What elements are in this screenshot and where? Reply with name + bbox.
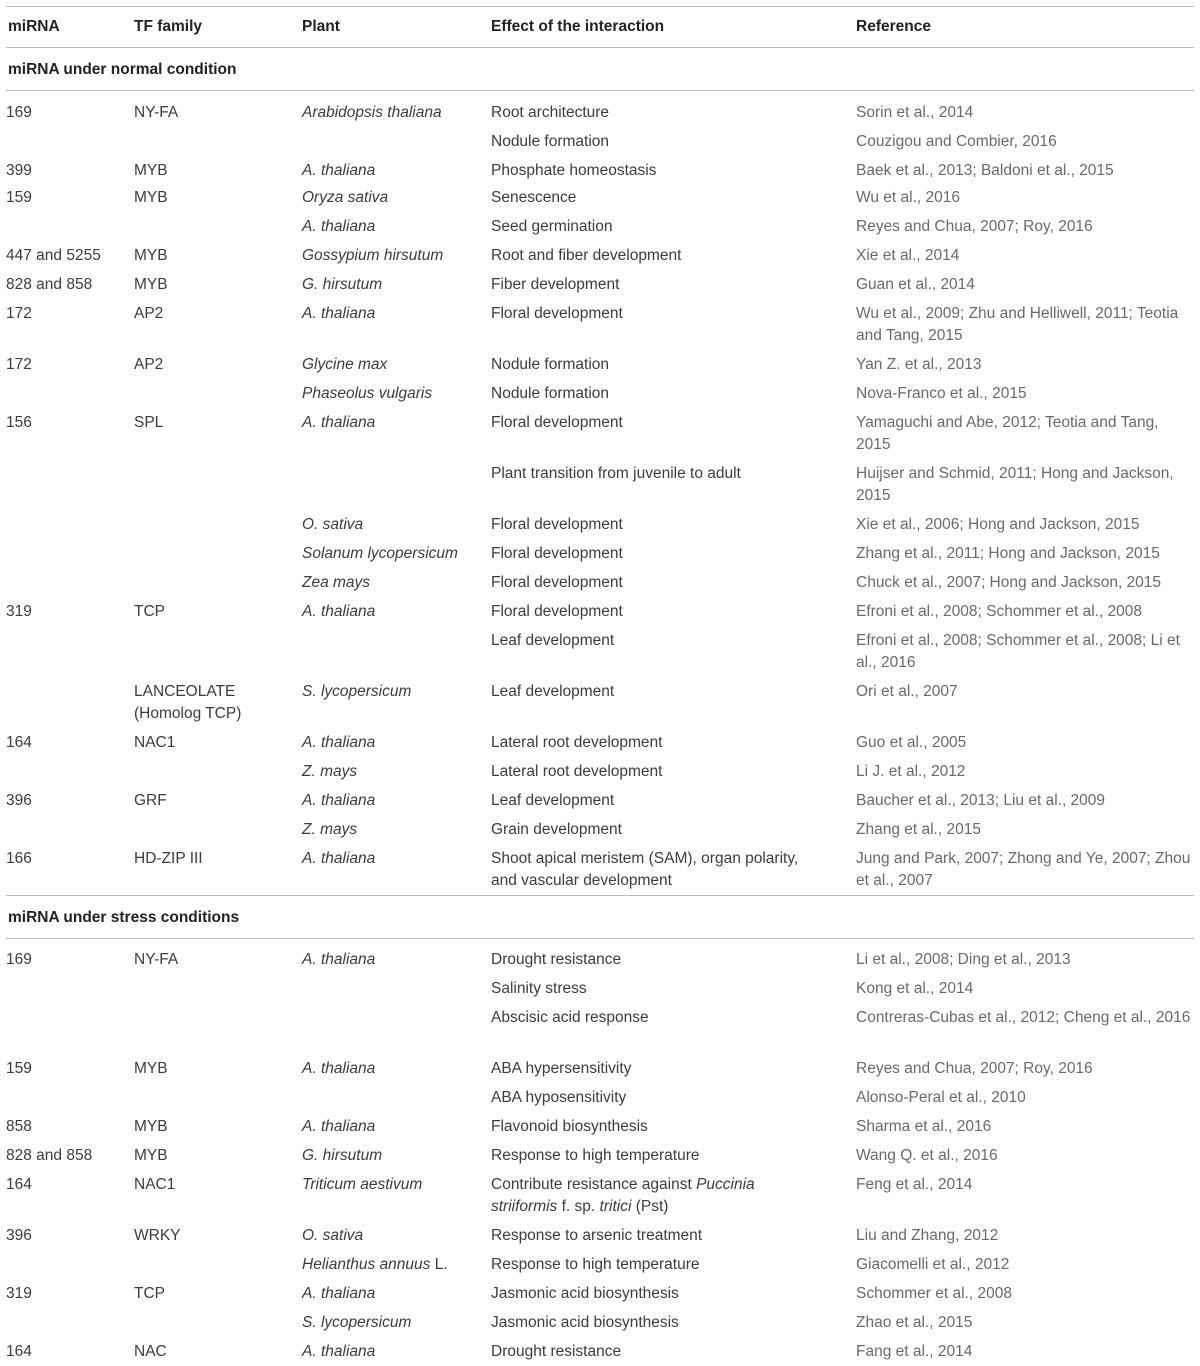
table-row xyxy=(6,1308,1194,1337)
cell-plant: Z. mays xyxy=(302,763,358,780)
table-row xyxy=(6,156,1194,185)
table-row xyxy=(6,1141,1194,1170)
cell-tf-family: AP2 xyxy=(134,356,164,373)
cell-reference: Couzigou and Combier, 2016 xyxy=(856,133,1057,150)
cell-effect: Shoot apical meristem (SAM), organ polarity, and vascular development xyxy=(491,850,799,889)
table-row xyxy=(6,1279,1194,1308)
effect-pathogen-name: Puccinia striiformis xyxy=(491,1176,755,1215)
cell-tf-family: NAC1 xyxy=(134,734,176,751)
spacer xyxy=(6,91,1194,98)
cell-reference: Jung and Park, 2007; Zhong and Ye, 2007; Zhou et al., 2007 xyxy=(856,850,1191,889)
cell-reference: Sharma et al., 2016 xyxy=(856,1118,992,1135)
cell-reference: Efroni et al., 2008; Schommer et al., 2008 xyxy=(856,603,1143,620)
table-row xyxy=(6,815,1194,844)
cell-tf-family: MYB xyxy=(134,189,168,206)
table-row xyxy=(6,510,1194,539)
cell-plant: Arabidopsis thaliana xyxy=(302,104,442,121)
table-row xyxy=(6,844,1194,896)
cell-reference: Wu et al., 2009; Zhu and Helliwell, 2011; Teotia and Tang, 2015 xyxy=(856,305,1179,344)
cell-effect: Response to high temperature xyxy=(491,1147,700,1164)
cell-plant: A. thaliana xyxy=(302,951,376,968)
cell-plant: Phaseolus vulgaris xyxy=(302,385,433,402)
cell-effect: Root architecture xyxy=(491,104,610,121)
cell-tf-family: HD-ZIP III xyxy=(134,850,203,867)
cell-effect: Seed germination xyxy=(491,218,613,235)
cell-reference: Guan et al., 2014 xyxy=(856,276,975,293)
cell-mirna: 828 and 858 xyxy=(6,276,93,293)
table-row xyxy=(6,786,1194,815)
cell-plant: A. thaliana xyxy=(302,305,376,322)
cell-effect: Floral development xyxy=(491,545,623,562)
section-normal-title: miRNA under normal condition xyxy=(8,61,237,78)
cell-plant: A. thaliana xyxy=(302,850,376,867)
cell-reference: Yan Z. et al., 2013 xyxy=(856,356,982,373)
table-row xyxy=(6,270,1194,299)
cell-mirna: 159 xyxy=(6,189,32,206)
cell-effect: Root and fiber development xyxy=(491,247,682,264)
table-row xyxy=(6,241,1194,270)
cell-reference: Yamaguchi and Abe, 2012; Teotia and Tang, 2015 xyxy=(856,414,1159,453)
cell-plant: Gossypium hirsutum xyxy=(302,247,444,264)
cell-reference: Zhang et al., 2015 xyxy=(856,821,981,838)
cell-mirna: 396 xyxy=(6,1227,32,1244)
cell-mirna: 319 xyxy=(6,603,32,620)
cell-reference: Wu et al., 2016 xyxy=(856,189,960,206)
cell-plant: Triticum aestivum xyxy=(302,1176,423,1193)
table-row xyxy=(6,98,1194,127)
cell-reference: Ori et al., 2007 xyxy=(856,683,958,700)
cell-reference: Li J. et al., 2012 xyxy=(856,763,966,780)
cell-effect: Phosphate homeostasis xyxy=(491,162,657,179)
table-row xyxy=(6,1337,1194,1366)
cell-effect: Nodule formation xyxy=(491,133,610,150)
cell-effect: Drought resistance xyxy=(491,951,622,968)
header-plant: Plant xyxy=(302,18,340,35)
table-row xyxy=(6,626,1194,677)
cell-reference: Xie et al., 2006; Hong and Jackson, 2015 xyxy=(856,516,1140,533)
cell-tf-family: MYB xyxy=(134,162,168,179)
table-row xyxy=(6,945,1194,974)
cell-effect: ABA hypersensitivity xyxy=(491,1060,632,1077)
cell-mirna: 828 and 858 xyxy=(6,1147,93,1164)
cell-plant: O. sativa xyxy=(302,1227,364,1244)
cell-plant: A. thaliana xyxy=(302,603,376,620)
cell-mirna: 156 xyxy=(6,414,32,431)
table-header xyxy=(6,6,1194,48)
cell-tf-family: TCP xyxy=(134,1285,165,1302)
cell-plant: Z. mays xyxy=(302,821,358,838)
table-row xyxy=(6,568,1194,597)
cell-mirna: 399 xyxy=(6,162,32,179)
cell-effect: Floral development xyxy=(491,305,623,322)
cell-effect: Response to high temperature xyxy=(491,1256,700,1273)
cell-mirna: 172 xyxy=(6,305,32,322)
cell-reference: Wang Q. et al., 2016 xyxy=(856,1147,998,1164)
cell-effect: Grain development xyxy=(491,821,622,838)
table-row xyxy=(6,350,1194,379)
cell-effect: Floral development xyxy=(491,603,623,620)
cell-mirna: 164 xyxy=(6,1343,32,1360)
plant-species: Helianthus annuus xyxy=(302,1256,431,1273)
cell-plant: A. thaliana xyxy=(302,1118,376,1135)
cell-mirna: 164 xyxy=(6,734,32,751)
cell-mirna: 169 xyxy=(6,951,32,968)
effect-text: f. sp. xyxy=(557,1198,600,1215)
header-mirna: miRNA xyxy=(8,18,60,35)
cell-plant: Solanum lycopersicum xyxy=(302,545,458,562)
cell-mirna: 319 xyxy=(6,1285,32,1302)
cell-reference: Baek et al., 2013; Baldoni et al., 2015 xyxy=(856,162,1114,179)
cell-reference: Schommer et al., 2008 xyxy=(856,1285,1012,1302)
cell-reference: Reyes and Chua, 2007; Roy, 2016 xyxy=(856,218,1093,235)
cell-reference: Baucher et al., 2013; Liu et al., 2009 xyxy=(856,792,1106,809)
cell-effect: Leaf development xyxy=(491,683,615,700)
cell-reference: Feng et al., 2014 xyxy=(856,1176,973,1193)
cell-tf-family: GRF xyxy=(134,792,167,809)
cell-plant: G. hirsutum xyxy=(302,1147,383,1164)
cell-reference: Xie et al., 2014 xyxy=(856,247,960,264)
cell-effect: Drought resistance xyxy=(491,1343,622,1360)
cell-mirna: 166 xyxy=(6,850,32,867)
effect-forma-specialis: tritici xyxy=(599,1198,632,1215)
cell-reference: Zhang et al., 2011; Hong and Jackson, 2015 xyxy=(856,545,1160,562)
cell-tf-family: MYB xyxy=(134,1060,168,1077)
cell-effect: Leaf development xyxy=(491,632,615,649)
table-row xyxy=(6,1003,1194,1054)
header-reference: Reference xyxy=(856,18,931,35)
cell-tf-family: AP2 xyxy=(134,305,164,322)
table-row xyxy=(6,1054,1194,1083)
table-row xyxy=(6,1112,1194,1141)
table-row xyxy=(6,299,1194,350)
cell-reference: Alonso-Peral et al., 2010 xyxy=(856,1089,1026,1106)
cell-plant: Zea mays xyxy=(302,574,371,591)
table-row xyxy=(6,728,1194,757)
cell-tf-family: SPL xyxy=(134,414,164,431)
table-row xyxy=(6,1250,1194,1279)
cell-plant: A. thaliana xyxy=(302,792,376,809)
effect-text: Contribute resistance against xyxy=(491,1176,697,1193)
cell-effect: Leaf development xyxy=(491,792,615,809)
table-row xyxy=(6,757,1194,786)
cell-tf-family: MYB xyxy=(134,1147,168,1164)
table-row xyxy=(6,408,1194,459)
cell-reference: Fang et al., 2014 xyxy=(856,1343,973,1360)
cell-reference: Liu and Zhang, 2012 xyxy=(856,1227,999,1244)
cell-reference: Giacomelli et al., 2012 xyxy=(856,1256,1010,1273)
header-tf-family: TF family xyxy=(134,18,203,35)
cell-effect: Jasmonic acid biosynthesis xyxy=(491,1314,679,1331)
section-stress xyxy=(6,896,1194,939)
cell-plant: S. lycopersicum xyxy=(302,683,412,700)
cell-tf-family: TCP xyxy=(134,603,165,620)
normal-rows xyxy=(6,91,1194,896)
cell-plant: G. hirsutum xyxy=(302,276,383,293)
cell-plant: A. thaliana xyxy=(302,1343,376,1360)
cell-effect: Fiber development xyxy=(491,276,620,293)
cell-mirna: 169 xyxy=(6,104,32,121)
cell-effect: Abscisic acid response xyxy=(491,1009,649,1026)
cell-mirna: 164 xyxy=(6,1176,32,1193)
cell-plant: A. thaliana xyxy=(302,414,376,431)
effect-text: (Pst) xyxy=(631,1198,669,1215)
cell-plant: Glycine max xyxy=(302,356,388,373)
cell-mirna: 159 xyxy=(6,1060,32,1077)
stress-rows xyxy=(6,939,1194,1366)
cell-effect: Senescence xyxy=(491,189,577,206)
cell-effect: Response to arsenic treatment xyxy=(491,1227,703,1244)
cell-effect: Salinity stress xyxy=(491,980,587,997)
table-row xyxy=(6,1170,1194,1221)
cell-effect: ABA hyposensitivity xyxy=(491,1089,627,1106)
table-row xyxy=(6,127,1194,156)
cell-tf-family: WRKY xyxy=(134,1227,181,1244)
cell-plant xyxy=(302,1254,487,1276)
table-row xyxy=(6,539,1194,568)
plant-authority: L. xyxy=(430,1256,448,1273)
cell-reference: Sorin et al., 2014 xyxy=(856,104,974,121)
cell-plant: S. lycopersicum xyxy=(302,1314,412,1331)
cell-plant: O. sativa xyxy=(302,516,364,533)
cell-plant: Oryza sativa xyxy=(302,189,389,206)
section-normal xyxy=(6,48,1194,91)
cell-reference: Chuck et al., 2007; Hong and Jackson, 2015 xyxy=(856,574,1162,591)
cell-mirna: 447 and 5255 xyxy=(6,247,101,264)
cell-mirna: 396 xyxy=(6,792,32,809)
table-row xyxy=(6,212,1194,241)
header-effect: Effect of the interaction xyxy=(491,18,665,35)
cell-reference: Contreras-Cubas et al., 2012; Cheng et al., 2016 xyxy=(856,1009,1191,1026)
cell-mirna: 172 xyxy=(6,356,32,373)
cell-reference: Guo et al., 2005 xyxy=(856,734,967,751)
section-stress-title: miRNA under stress conditions xyxy=(8,909,240,926)
cell-effect: Plant transition from juvenile to adult xyxy=(491,465,741,482)
cell-effect: Nodule formation xyxy=(491,356,610,373)
cell-tf-family: MYB xyxy=(134,276,168,293)
cell-effect: Lateral root development xyxy=(491,734,663,751)
cell-reference: Li et al., 2008; Ding et al., 2013 xyxy=(856,951,1071,968)
cell-plant: A. thaliana xyxy=(302,1060,376,1077)
cell-effect: Nodule formation xyxy=(491,385,610,402)
table-row xyxy=(6,597,1194,626)
cell-tf-family: NY-FA xyxy=(134,104,179,121)
table-row xyxy=(6,1083,1194,1112)
cell-effect: Floral development xyxy=(491,574,623,591)
cell-effect: Floral development xyxy=(491,414,623,431)
cell-effect xyxy=(491,1174,821,1218)
cell-effect: Lateral root development xyxy=(491,763,663,780)
data-table xyxy=(6,6,1194,1366)
cell-reference: Kong et al., 2014 xyxy=(856,980,974,997)
table-row xyxy=(6,459,1194,510)
table-row xyxy=(6,379,1194,408)
cell-plant: A. thaliana xyxy=(302,734,376,751)
table-row xyxy=(6,974,1194,1003)
cell-plant: A. thaliana xyxy=(302,218,376,235)
cell-reference: Nova-Franco et al., 2015 xyxy=(856,385,1027,402)
cell-effect: Floral development xyxy=(491,516,623,533)
cell-reference: Efroni et al., 2008; Schommer et al., 2008; Li et al., 2016 xyxy=(856,632,1180,671)
table-row xyxy=(6,677,1194,728)
cell-tf-family: NAC xyxy=(134,1343,167,1360)
cell-tf-family: NAC1 xyxy=(134,1176,176,1193)
cell-plant: A. thaliana xyxy=(302,162,376,179)
cell-tf-family: MYB xyxy=(134,1118,168,1135)
cell-tf-family: LANCEOLATE (Homolog TCP) xyxy=(134,683,242,722)
cell-reference: Zhao et al., 2015 xyxy=(856,1314,973,1331)
cell-effect: Jasmonic acid biosynthesis xyxy=(491,1285,679,1302)
table-row xyxy=(6,1221,1194,1250)
cell-tf-family: NY-FA xyxy=(134,951,179,968)
table-row xyxy=(6,185,1194,212)
cell-tf-family: MYB xyxy=(134,247,168,264)
cell-mirna: 858 xyxy=(6,1118,32,1135)
cell-plant: A. thaliana xyxy=(302,1285,376,1302)
cell-reference: Huijser and Schmid, 2011; Hong and Jackson, 2015 xyxy=(856,465,1174,504)
cell-reference: Reyes and Chua, 2007; Roy, 2016 xyxy=(856,1060,1093,1077)
cell-effect: Flavonoid biosynthesis xyxy=(491,1118,648,1135)
